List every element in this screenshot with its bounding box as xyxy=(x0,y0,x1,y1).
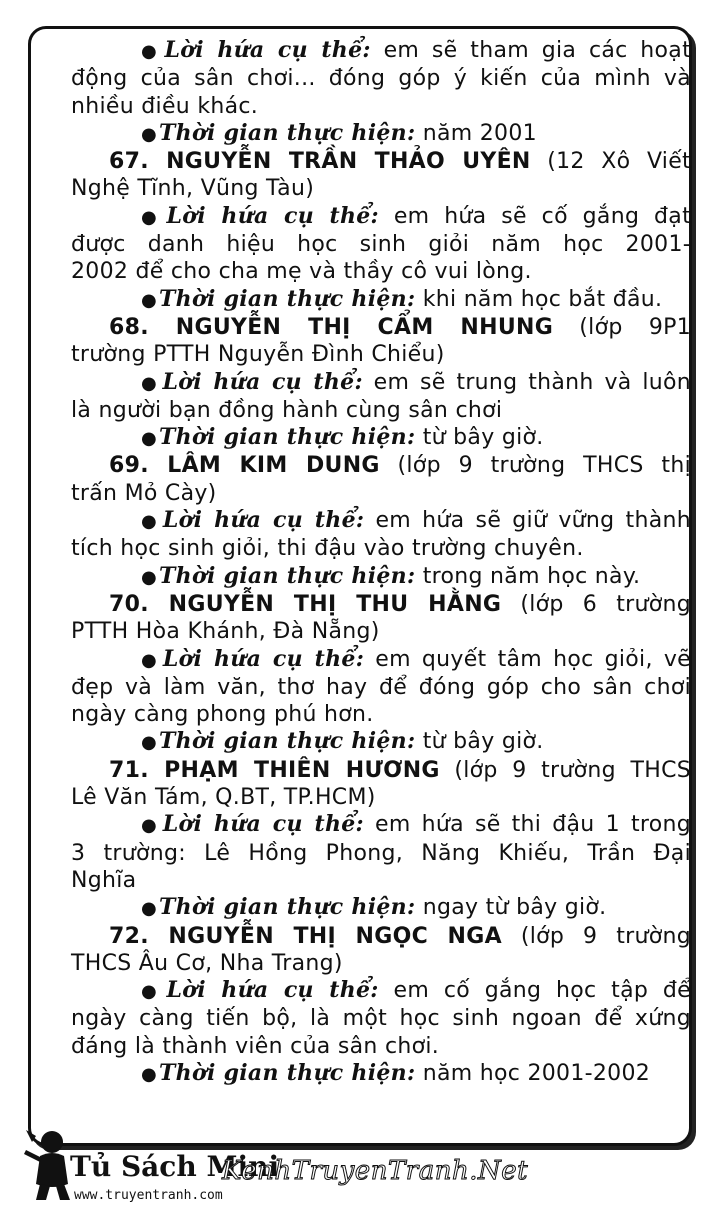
brand-title: Tủ Sách Mini xyxy=(70,1150,280,1183)
bullet-icon: ● xyxy=(141,815,161,837)
promise-label: Lời hứa cụ thể: xyxy=(162,811,364,838)
promise-text: ngày càng tiến bộ, là một học sinh ngoan để xứng xyxy=(71,1006,691,1032)
page-content xyxy=(71,37,691,1088)
promise-text: em hứa sẽ giữ vững thành xyxy=(375,508,691,534)
bullet-icon: ● xyxy=(141,511,161,533)
promise-line xyxy=(71,535,691,562)
watermark-text: KenhTruyenTranh.Net xyxy=(222,1156,529,1186)
entry-address: PTTH Hòa Khánh, Đà Nẵng) xyxy=(71,619,380,645)
entry-address-line xyxy=(71,784,691,811)
promise-text: động của sân chơi... đóng góp ý kiến của mình và xyxy=(71,66,691,92)
entry-header xyxy=(71,314,691,341)
bullet-icon: ● xyxy=(141,898,158,920)
entry-name: 67. NGUYỄN TRẦN THẢO UYÊN xyxy=(109,149,531,175)
promise-text: nhiều điều khác. xyxy=(71,93,259,119)
time-line xyxy=(71,424,691,452)
entry-address: (lớp 6 trường xyxy=(520,591,691,617)
promise-text: ngày càng phong phú hơn. xyxy=(71,702,374,728)
entry-address: trấn Mỏ Cày) xyxy=(71,480,217,506)
promise-label: Lời hứa cụ thể: xyxy=(162,645,365,672)
promise-text: em sẽ tham gia các hoạt xyxy=(383,38,691,63)
promise-line xyxy=(71,258,691,285)
promise-label: Lời hứa cụ thể: xyxy=(162,368,363,395)
promise-text: em sẽ trung thành và luôn xyxy=(373,369,691,395)
entry-name: 70. NGUYỄN THỊ THU HẰNG xyxy=(109,591,502,617)
promise-line xyxy=(71,65,691,92)
promise-text: được danh hiệu học sinh giỏi năm học 2001- xyxy=(71,232,691,258)
time-label: Thời gian thực hiện: xyxy=(159,1059,416,1086)
promise-text: đáng là thành viên của sân chơi. xyxy=(71,1033,440,1059)
entry-address: (lớp 9 trường THCS xyxy=(454,757,691,783)
entry-address: (lớp 9 trường xyxy=(520,923,691,949)
entry-address: (12 Xô Viết xyxy=(547,149,691,175)
promise-text: đẹp và làm văn, thơ hay để đóng góp cho sân chơi xyxy=(71,674,691,700)
bullet-icon: ● xyxy=(141,289,158,311)
time-line xyxy=(71,1060,691,1088)
time-value: từ bây giờ. xyxy=(422,729,544,755)
entry-address-line xyxy=(71,618,691,645)
promise-line xyxy=(71,37,691,65)
time-label: Thời gian thực hiện: xyxy=(159,894,416,921)
promise-text: em quyết tâm học giỏi, vẽ xyxy=(375,646,692,672)
bullet-icon: ● xyxy=(141,649,161,671)
bullet-icon: ● xyxy=(141,372,161,394)
bullet-icon: ● xyxy=(141,981,165,1003)
time-value: khi năm học bắt đầu. xyxy=(422,286,663,312)
bullet-icon: ● xyxy=(141,206,165,228)
promise-line xyxy=(71,1033,691,1060)
bullet-icon: ● xyxy=(141,732,158,754)
promise-line xyxy=(71,977,691,1005)
page-footer xyxy=(22,1128,702,1206)
promise-text: em cố gắng học tập để xyxy=(393,978,692,1004)
time-value: năm 2001 xyxy=(422,120,537,146)
promise-line xyxy=(71,507,691,535)
promise-text: là người bạn đồng hành cùng sân chơi xyxy=(71,397,503,423)
promise-label: Lời hứa cụ thể: xyxy=(162,507,365,534)
entry-name: 72. NGUYỄN THỊ NGỌC NGA xyxy=(109,923,502,949)
entry-address: Lê Văn Tám, Q.BT, TP.HCM) xyxy=(71,785,376,811)
time-line xyxy=(71,563,691,591)
promise-line xyxy=(71,93,691,120)
promise-line xyxy=(71,840,691,867)
bullet-icon: ● xyxy=(141,123,158,145)
bullet-icon: ● xyxy=(141,566,158,588)
entry-address-line xyxy=(71,950,691,977)
promise-text: tích học sinh giỏi, thi đậu vào trường chuyên. xyxy=(71,536,584,562)
promise-line xyxy=(71,646,691,674)
promise-line xyxy=(71,674,691,701)
time-line xyxy=(71,728,691,756)
time-label: Thời gian thực hiện: xyxy=(159,119,416,146)
promise-text: Nghĩa xyxy=(71,867,137,893)
bullet-icon: ● xyxy=(141,428,158,450)
promise-line xyxy=(71,369,691,397)
promise-label: Lời hứa cụ thể: xyxy=(166,977,379,1004)
entry-address: (lớp 9P1 xyxy=(579,314,692,340)
promise-text: em hứa sẽ thi đậu 1 trong xyxy=(375,812,692,838)
bullet-icon: ● xyxy=(141,1063,158,1085)
entry-header xyxy=(71,591,691,618)
page-frame xyxy=(28,26,692,1146)
time-line xyxy=(71,120,691,148)
entry-header xyxy=(71,452,691,479)
time-line xyxy=(71,286,691,314)
entry-address-line xyxy=(71,480,691,507)
entry-address: trường PTTH Nguyễn Đình Chiểu) xyxy=(71,342,445,368)
promise-text: 3 trường: Lê Hồng Phong, Năng Khiếu, Trần Đại xyxy=(71,840,691,866)
entry-address: THCS Âu Cơ, Nha Trang) xyxy=(71,950,343,976)
time-value: trong năm học này. xyxy=(422,563,641,589)
time-label: Thời gian thực hiện: xyxy=(159,562,416,589)
entry-name: 69. LÂM KIM DUNG xyxy=(109,453,380,479)
time-value: năm học 2001-2002 xyxy=(422,1060,651,1086)
promise-line xyxy=(71,397,691,424)
promise-label: Lời hứa cụ thể: xyxy=(164,37,371,63)
promise-text: 2002 để cho cha mẹ và thầy cô vui lòng. xyxy=(71,259,532,285)
promise-text: em hứa sẽ cố gắng đạt xyxy=(393,203,691,229)
promise-line xyxy=(71,811,691,839)
entry-header xyxy=(71,757,691,784)
promise-line xyxy=(71,231,691,258)
entry-header xyxy=(71,923,691,950)
promise-label: Lời hứa cụ thể: xyxy=(166,202,379,229)
time-label: Thời gian thực hiện: xyxy=(159,728,416,755)
bullet-icon: ● xyxy=(141,41,163,62)
time-label: Thời gian thực hiện: xyxy=(159,424,416,451)
site-url: www.truyentranh.com xyxy=(74,1188,223,1203)
entry-name: 68. NGUYỄN THỊ CẨM NHUNG xyxy=(109,314,554,340)
entry-address-line xyxy=(71,175,691,202)
promise-line xyxy=(71,701,691,728)
entry-header xyxy=(71,148,691,175)
entry-address-line xyxy=(71,341,691,368)
time-line xyxy=(71,894,691,922)
entry-address: (lớp 9 trường THCS thị xyxy=(397,453,691,479)
promise-line xyxy=(71,1005,691,1032)
time-value: ngay từ bây giờ. xyxy=(422,895,607,921)
promise-line xyxy=(71,203,691,231)
entry-name: 71. PHẠM THIÊN HƯƠNG xyxy=(109,757,440,783)
promise-line xyxy=(71,867,691,894)
time-value: từ bây giờ. xyxy=(422,425,544,451)
time-label: Thời gian thực hiện: xyxy=(159,285,416,312)
entry-address: Nghệ Tĩnh, Vũng Tàu) xyxy=(71,176,315,202)
